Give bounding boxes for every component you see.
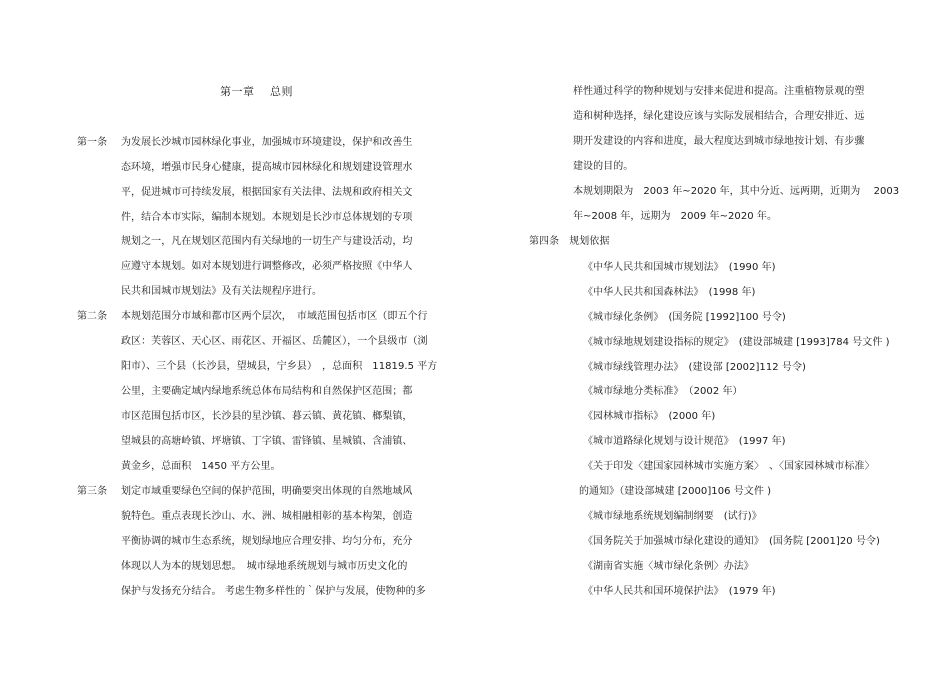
article-1-line: 为发展长沙城市园林绿化事业，加强城市环境建设，保护和改善生 xyxy=(121,137,413,148)
basis-item: 《城市绿线管理办法》 (建设部 [2002]112 号令) xyxy=(583,362,806,373)
basis-item: 《国务院关于加强城市绿化建设的通知》 (国务院 [2001]20 号令) xyxy=(583,536,880,547)
basis-item: 《城市道路绿化规划与设计规范》 (1997 年) xyxy=(583,436,786,447)
article-2-line: 市区范围包括市区，长沙县的星沙镇、暮云镇、黄花镇、榔梨镇， xyxy=(121,411,413,422)
article-3-continued-line: 样性通过科学的物种规划与安排来促进和提高。注重植物景观的塑 xyxy=(573,86,865,97)
planning-term-line: 本规划期限为 2003 年~2020 年，其中分近、远两期，近期为 2003 xyxy=(573,186,900,197)
article-2-line: 政区：芙蓉区、天心区、雨花区、开福区、岳麓区），一个县级市（浏 xyxy=(121,336,428,347)
article-2-line: 本规划范围分市域和都市区两个层次， 市域范围包括市区（即五个行 xyxy=(121,311,428,322)
article-1-line: 规划之一，凡在规划区范围内有关绿地的一切生产与建设活动，均 xyxy=(121,236,413,247)
article-2-label: 第二条 xyxy=(77,311,108,322)
basis-item: 《中华人民共和国城市规划法》 (1990 年) xyxy=(583,262,776,273)
article-2-line: 阳市）、三个县（长沙县，望城县，宁乡县） ，总面积 11819.5 平方 xyxy=(121,361,438,372)
basis-item: 《中华人民共和国森林法》 (1998 年) xyxy=(583,287,756,298)
article-3-continued-line: 期开发建设的内容和进度，最大程度达到城市绿地按计划、有步骤 xyxy=(573,136,865,147)
basis-item: 《湖南省实施〈城市绿化条例〉办法》 xyxy=(583,561,754,572)
article-2-line: 望城县的高塘岭镇、坪塘镇、丁字镇、雷锋镇、星城镇、含浦镇、 xyxy=(121,436,413,447)
article-3-label: 第三条 xyxy=(77,486,108,497)
article-3-line: 平衡协调的城市生态系统，规划绿地应合理安排、均匀分布，充分 xyxy=(121,536,413,547)
article-1-line: 件，结合本市实际，编制本规划。本规划是长沙市总体规划的专项 xyxy=(121,212,413,223)
article-3-line: 体现以人为本的规划思想。 城市绿地系统规划与城市历史文化的 xyxy=(121,561,408,572)
article-3-continued-line: 建设的目的。 xyxy=(573,161,634,172)
basis-item: 《园林城市指标》 (2000 年) xyxy=(583,411,716,422)
article-3-line: 貌特色。重点表现长沙山、水、洲、城相融相彰的基本构架，创造 xyxy=(121,511,413,522)
article-1-label: 第一条 xyxy=(77,137,108,148)
basis-item: 《城市绿化条例》 (国务院 [1992]100 号令) xyxy=(583,312,786,323)
article-4-label: 第四条 规划依据 xyxy=(529,236,610,247)
article-2-line: 公里，主要确定域内绿地系统总体布局结构和自然保护区范围；都 xyxy=(121,386,413,397)
article-3-line: 保护与发扬充分结合。 考虑生物多样性的｀保护与发展，使物种的多 xyxy=(121,586,426,597)
planning-term-line: 年~2008 年，远期为 2009 年~2020 年。 xyxy=(573,211,777,222)
basis-item: 《关于印发〈建国家园林城市实施方案〉 、〈国家园林城市标准〉 xyxy=(583,461,875,472)
article-1-line: 态环境，增强市民身心健康，提高城市园林绿化和规划建设管理水 xyxy=(121,162,413,173)
article-1-line: 应遵守本规划。如对本规划进行调整修改，必须严格按照《中华人 xyxy=(121,261,413,272)
article-3-continued-line: 造和树种选择，绿化建设应该与实际发展相结合，合理安排近、远 xyxy=(573,111,865,122)
basis-item: 《城市绿地系统规划编制纲要 (试行)》 xyxy=(583,511,762,522)
basis-item: 的通知》（建设部城建 [2000]106 号文件 ) xyxy=(579,486,772,497)
chapter-title: 第一章 总则 xyxy=(220,85,293,98)
article-1-line: 民共和国城市规划法》及有关法规程序进行。 xyxy=(121,286,322,297)
basis-item: 《中华人民共和国环境保护法》 (1979 年) xyxy=(583,586,776,597)
article-3-line: 划定市域重要绿色空间的保护范围，明确要突出体现的自然地域风 xyxy=(121,486,413,497)
basis-item: 《城市绿地规划建设指标的规定》 (建设部城建 [1993]784 号文件 ) xyxy=(583,337,890,348)
article-1-line: 平，促进城市可持续发展，根据国家有关法律、法规和政府相关文 xyxy=(121,187,413,198)
article-2-line: 黄金乡，总面积 1450 平方公里。 xyxy=(121,461,281,472)
basis-item: 《城市绿地分类标准》 （2002 年） xyxy=(583,386,743,397)
